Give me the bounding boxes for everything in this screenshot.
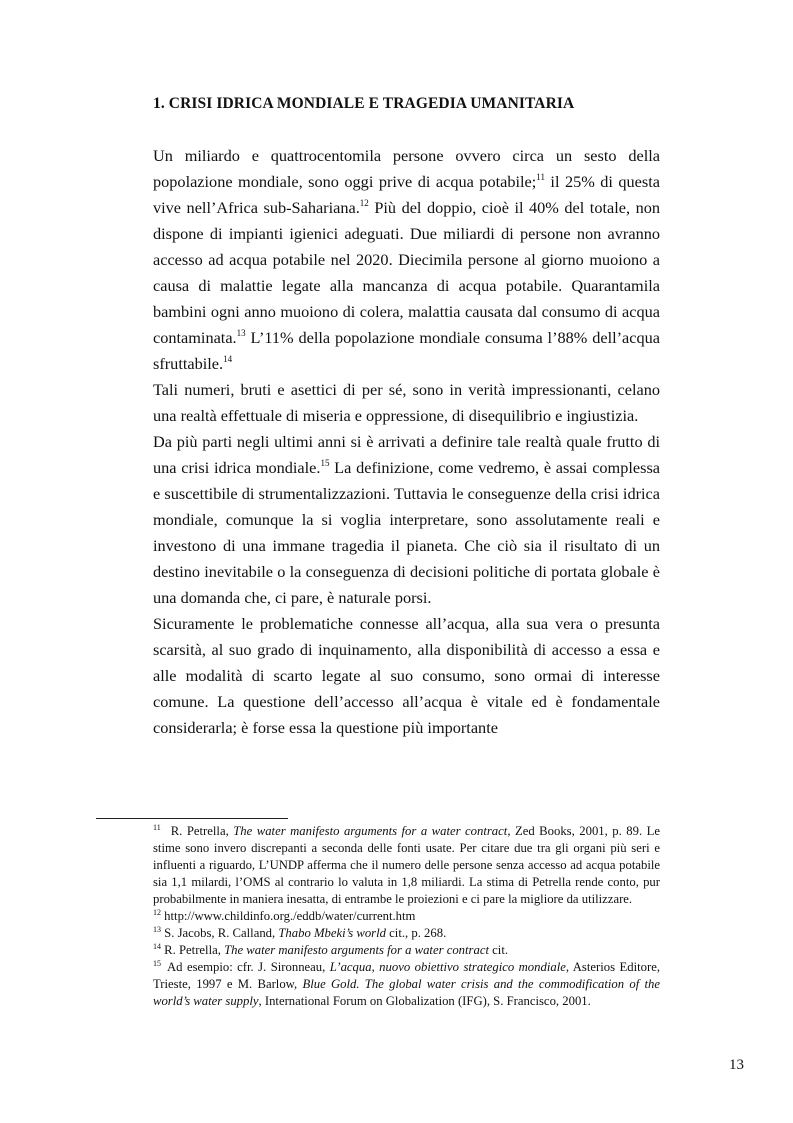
footnote-text: Ad esempio: cfr. J. Sironneau, bbox=[167, 960, 330, 974]
footnote-text: , Asterios Editore, Trieste, 1997 e M. Barlow, bbox=[153, 960, 661, 991]
footnote-text: R. Petrella, bbox=[170, 824, 234, 838]
footnote-title: Thabo Mbeki’s world bbox=[278, 926, 386, 940]
paragraph-2: Tali numeri, bruti e asettici di per sé, sono in verità impressionanti, celano una realtà effettuale di miseria e oppressione, di disequilibrio e ingiustizia. bbox=[153, 380, 660, 425]
paragraph-1-text-b: il 25% di questa vive nell’Africa sub-Sahariana. bbox=[153, 172, 660, 217]
footnote-ref-13[interactable]: 13 bbox=[236, 328, 246, 338]
paragraph-3 bbox=[153, 429, 660, 611]
page-number: 13 bbox=[729, 1057, 744, 1073]
paragraph-1-text-d: L’11% della popolazione mondiale consuma l’88% dell’acqua sfruttabile. bbox=[153, 328, 660, 373]
footnote-text: cit. bbox=[488, 943, 509, 957]
footnote-separator bbox=[96, 818, 288, 819]
footnote-12 bbox=[153, 908, 660, 925]
footnote-11 bbox=[153, 823, 660, 908]
footnote-number: 15 bbox=[153, 959, 161, 968]
footnote-ref-14[interactable]: 14 bbox=[223, 354, 233, 364]
footnote-ref-15[interactable]: 15 bbox=[320, 458, 330, 468]
footnote-text: , International Forum on Globalization (IFG), S. Francisco, 2001. bbox=[258, 994, 591, 1008]
footnotes bbox=[153, 823, 660, 1010]
paragraph-3-text-b: La definizione, come vedremo, è assai complessa e suscettibile di strumentalizzazioni. Tuttavia le conseguenze della crisi idrica mondiale, comunque la si voglia interpretare, sono assolutamente reali e investono di una immane tragedia il pianeta. Che ciò sia il risultato di un destino inevitabile o la conseguenza di decisioni politiche di portata globale è una domanda che, ci pare, è naturale porsi. bbox=[153, 458, 661, 607]
paragraph-4: Sicuramente le problematiche connesse all’acqua, alla sua vera o presunta scarsità, al suo grado di inquinamento, alla disponibilità di accesso a essa e alle modalità di scarto legate al suo consumo, sono ormai di interesse comune. La questione dell’accesso all’acqua è vitale ed è fondamentale considerarla; è forse essa la questione più importante bbox=[153, 614, 660, 737]
paragraph-1 bbox=[153, 143, 660, 377]
body-text bbox=[153, 143, 660, 741]
footnote-title: The water manifesto arguments for a water contract bbox=[224, 943, 489, 957]
footnote-14 bbox=[153, 942, 660, 959]
chapter-heading: 1. CRISI IDRICA MONDIALE E TRAGEDIA UMANITARIA bbox=[153, 95, 575, 112]
footnote-url[interactable]: http://www.childinfo.org./eddb/water/current.htm bbox=[164, 909, 416, 923]
paragraph-1-text-c: Più del doppio, cioè il 40% del totale, non dispone di impianti igienici adeguati. Due miliardi di persone non avranno accesso ad acqua potabile nel 2020. Diecimila persone al giorno muoiono a causa di malattie legate alla mancanza di acqua potabile. Quarantamila bambini ogni anno muoiono di colera, malattia causata dal consumo di acqua contaminata. bbox=[153, 198, 660, 347]
footnote-text: cit., p. 268. bbox=[385, 926, 447, 940]
footnote-title: L’acqua, nuovo obiettivo strategico mondiale bbox=[329, 960, 566, 974]
paragraph-3-text-a: Da più parti negli ultimi anni si è arrivati a definire tale realtà quale frutto di una crisi idrica mondiale. bbox=[153, 432, 660, 477]
footnote-title: The water manifesto arguments for a water contract bbox=[233, 824, 508, 838]
footnote-number: 13 bbox=[153, 925, 161, 934]
footnote-number: 14 bbox=[153, 942, 161, 951]
footnote-ref-11[interactable]: 11 bbox=[536, 172, 545, 182]
footnote-title: Blue Gold. The global water crisis and the commodification of the world’s water supply bbox=[153, 977, 660, 1008]
footnote-text: R. Petrella, bbox=[164, 943, 225, 957]
footnote-text: , Zed Books, 2001, p. 89. Le stime sono invero discrepanti a seconda delle fonti usate. Per citare due tra gli organi più seri e influenti a riguardo, L’UNDP afferma che il numero delle persone senza accesso ad acqua potabile sia 1,1 milardi, l’OMS al contrario lo valuta in 1,8 miliardi. La stima di Petrella rende conto, pur probabilmente in maniera inesatta, di entrambe le proiezioni e ci pare la migliore da utilizzare. bbox=[153, 824, 661, 906]
footnote-15 bbox=[153, 959, 660, 1010]
footnote-number: 12 bbox=[153, 908, 161, 917]
footnote-ref-12[interactable]: 12 bbox=[359, 198, 369, 208]
footnote-text: S. Jacobs, R. Calland, bbox=[164, 926, 279, 940]
footnote-number: 11 bbox=[153, 823, 161, 832]
footnote-13 bbox=[153, 925, 660, 942]
paragraph-1-text-a: Un miliardo e quattrocentomila persone ovvero circa un sesto della popolazione mondiale, sono oggi prive di acqua potabile; bbox=[153, 146, 660, 191]
